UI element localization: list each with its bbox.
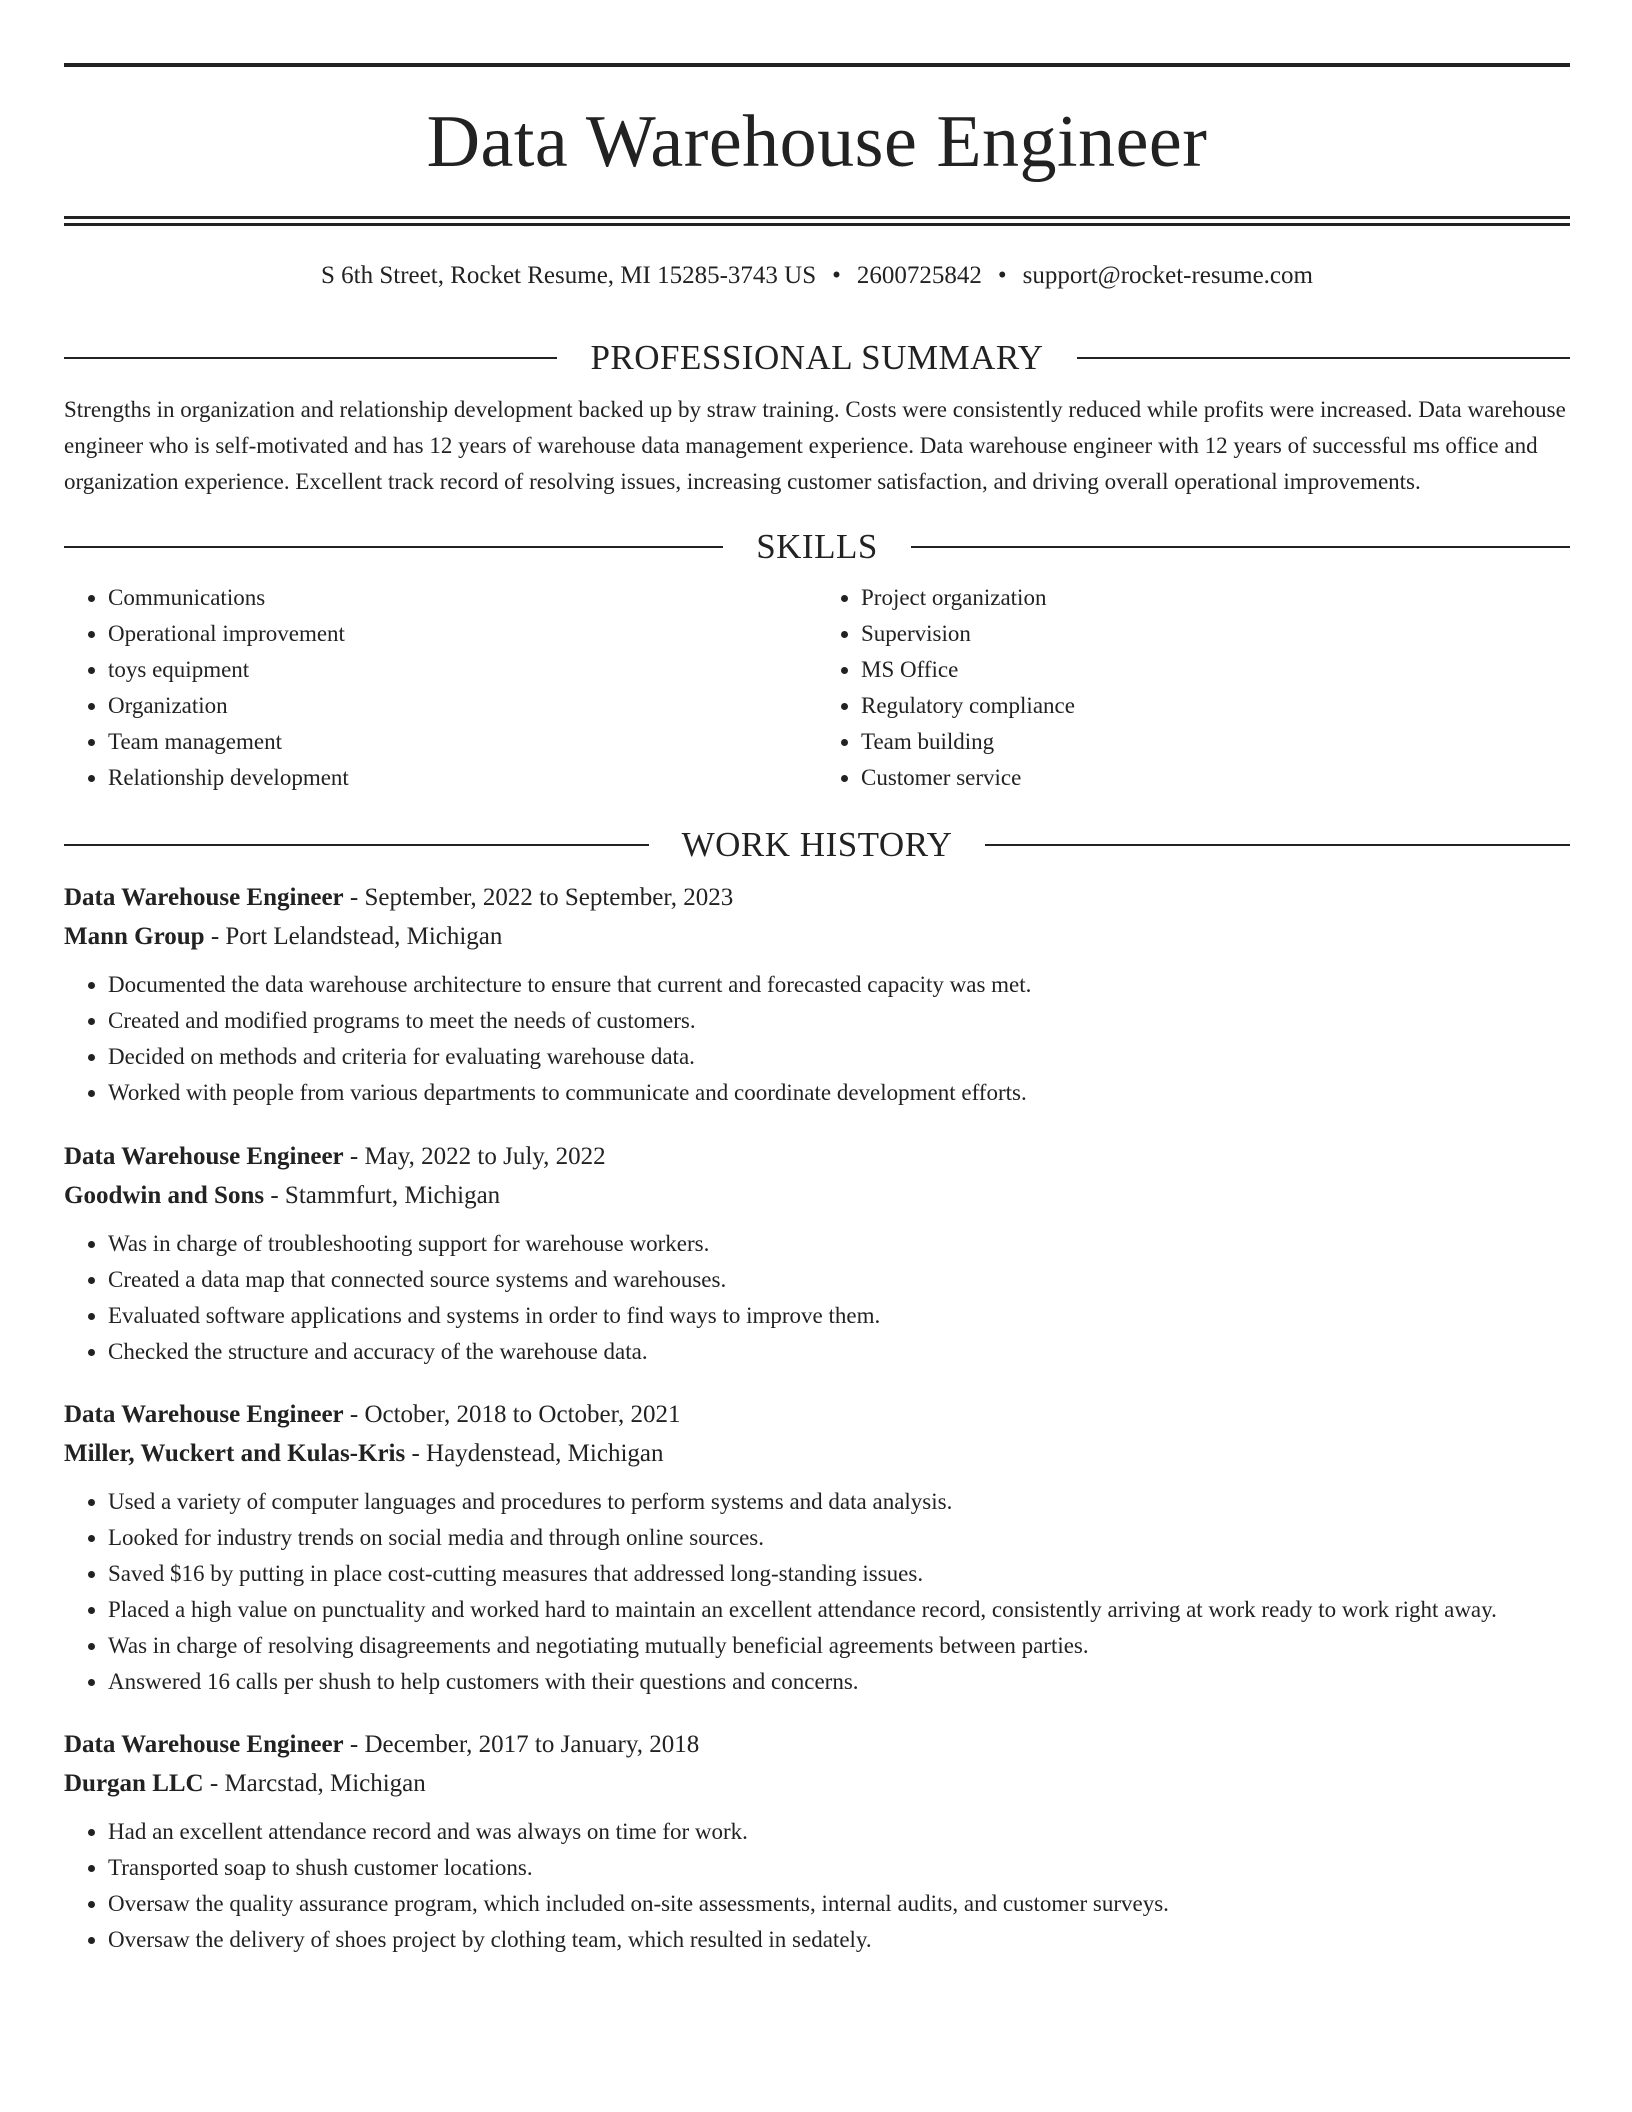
work-heading — [64, 825, 1570, 865]
contact-email: support@rocket-resume.com — [1022, 262, 1313, 289]
job-bullet: • Looked for industry trends on social media and through online sources. — [108, 1520, 1570, 1556]
job-bullets — [64, 1814, 1570, 1958]
work-history-list — [64, 878, 1570, 1958]
skills-column-left — [64, 580, 817, 796]
job-title: Data Warehouse Engineer — [64, 1731, 344, 1758]
job-bullets — [64, 967, 1570, 1111]
skills-list — [64, 580, 1570, 796]
skill-item: • Project organization — [861, 580, 1570, 616]
job-location: - Port Lelandstead, Michigan — [204, 923, 503, 950]
job-title-line — [64, 878, 1570, 917]
summary-text: Strengths in organization and relationship development backed up by straw training. Costs were consistently reduced while profits were increased. Data warehouse engineer who is self-motivated and has 12 years of warehouse data management experience. Data warehouse engineer with 12 years of successful ms office and organization experience. Excellent track record of resolving issues, increasing customer satisfaction, and driving overall operational improvements. — [64, 397, 1566, 494]
contact-separator: • — [832, 262, 841, 289]
job-dates: - October, 2018 to October, 2021 — [343, 1401, 681, 1428]
skills-column-right — [817, 580, 1570, 796]
contact-line — [64, 260, 1570, 292]
contact-separator: • — [997, 262, 1007, 289]
contact-phone: 2600725842 — [856, 262, 982, 289]
skill-item: • Organization — [108, 688, 817, 724]
job-entry — [64, 1725, 1570, 1958]
job-bullet: • Oversaw the quality assurance program, which included on-site assessments, internal audits, and customer surveys. — [108, 1886, 1570, 1922]
skill-item: • Supervision — [861, 616, 1570, 652]
heading-rule-left — [64, 357, 557, 359]
job-location: - Haydenstead, Michigan — [405, 1440, 664, 1467]
heading-rule-right — [985, 844, 1570, 846]
job-company-line — [64, 1176, 1570, 1215]
skill-item: • Communications — [108, 580, 817, 616]
job-company: Mann Group — [64, 923, 205, 950]
heading-rule-right — [911, 546, 1570, 548]
contact-address: S 6th Street, Rocket Resume, MI 15285-3743 US — [321, 262, 817, 289]
job-company: Miller, Wuckert and Kulas-Kris — [64, 1440, 406, 1467]
skill-item: • MS Office — [861, 652, 1570, 688]
job-bullet: • Had an excellent attendance record and was always on time for work. — [108, 1814, 1570, 1850]
job-bullet: • Evaluated software applications and systems in order to find ways to improve them. — [108, 1298, 1570, 1334]
job-bullet: • Worked with people from various departments to communicate and coordinate development efforts. — [108, 1075, 1570, 1111]
skills-title: SKILLS — [756, 527, 878, 566]
job-company-line — [64, 917, 1570, 956]
job-entry — [64, 1395, 1570, 1700]
skill-item: • Regulatory compliance — [861, 688, 1570, 724]
job-company-line — [64, 1434, 1570, 1473]
job-title-line — [64, 1395, 1570, 1434]
job-dates: - December, 2017 to January, 2018 — [343, 1731, 700, 1758]
skill-item: • Customer service — [861, 760, 1570, 796]
job-bullet: • Decided on methods and criteria for evaluating warehouse data. — [108, 1039, 1570, 1075]
job-title: Data Warehouse Engineer — [64, 1143, 344, 1170]
skills-heading — [64, 527, 1570, 567]
resume-name: Data Warehouse Engineer — [426, 101, 1208, 183]
job-bullet: • Created and modified programs to meet the needs of customers. — [108, 1003, 1570, 1039]
resume-page — [64, 63, 1570, 1958]
job-bullet: • Saved $16 by putting in place cost-cutting measures that addressed long-standing issues. — [108, 1556, 1570, 1592]
job-title: Data Warehouse Engineer — [64, 884, 344, 911]
job-bullet: • Was in charge of resolving disagreements and negotiating mutually beneficial agreements between parties. — [108, 1628, 1570, 1664]
heading-rule-left — [64, 546, 723, 548]
job-bullet: • Oversaw the delivery of shoes project by clothing team, which resulted in sedately. — [108, 1922, 1570, 1958]
job-title-line — [64, 1725, 1570, 1764]
job-company: Goodwin and Sons — [64, 1182, 265, 1209]
heading-rule-left — [64, 844, 649, 846]
job-bullet: • Created a data map that connected source systems and warehouses. — [108, 1262, 1570, 1298]
skill-item: • Relationship development — [108, 760, 817, 796]
job-bullet: • Documented the data warehouse architecture to ensure that current and forecasted capacity was met. — [108, 967, 1570, 1003]
job-bullet: • Transported soap to shush customer locations. — [108, 1850, 1570, 1886]
job-location: - Stammfurt, Michigan — [264, 1182, 501, 1209]
skill-item: • Team management — [108, 724, 817, 760]
job-title: Data Warehouse Engineer — [64, 1401, 344, 1428]
job-entry — [64, 1137, 1570, 1370]
job-dates: - May, 2022 to July, 2022 — [343, 1143, 606, 1170]
summary-title: PROFESSIONAL SUMMARY — [590, 338, 1044, 377]
job-company: Durgan LLC — [64, 1770, 204, 1797]
job-bullet: • Placed a high value on punctuality and worked hard to maintain an excellent attendance record, consistently arriving at work ready to work right away. — [108, 1592, 1570, 1628]
job-location: - Marcstad, Michigan — [203, 1770, 426, 1797]
job-bullets — [64, 1484, 1570, 1700]
skill-item: • Operational improvement — [108, 616, 817, 652]
job-bullet: • Answered 16 calls per shush to help customers with their questions and concerns. — [108, 1664, 1570, 1700]
job-company-line — [64, 1764, 1570, 1803]
job-bullets — [64, 1226, 1570, 1370]
summary-heading — [64, 338, 1570, 378]
skill-item: • Team building — [861, 724, 1570, 760]
work-title: WORK HISTORY — [681, 825, 953, 864]
heading-rule-right — [1077, 357, 1570, 359]
header-double-rule — [64, 216, 1570, 226]
skill-item: • toys equipment — [108, 652, 817, 688]
job-bullet: • Was in charge of troubleshooting support for warehouse workers. — [108, 1226, 1570, 1262]
top-rule — [64, 63, 1570, 67]
job-bullet: • Used a variety of computer languages and procedures to perform systems and data analysis. — [108, 1484, 1570, 1520]
job-dates: - September, 2022 to September, 2023 — [343, 884, 734, 911]
job-entry — [64, 878, 1570, 1111]
job-title-line — [64, 1137, 1570, 1176]
job-bullet: • Checked the structure and accuracy of the warehouse data. — [108, 1334, 1570, 1370]
